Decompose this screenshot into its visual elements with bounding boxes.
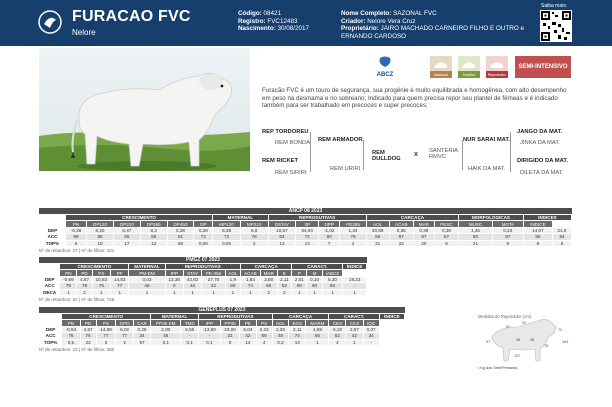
ped-gs1: REM ARMADOR bbox=[318, 137, 363, 143]
ped-ggd1: REM BONDA bbox=[275, 140, 311, 146]
bull-photo bbox=[39, 48, 250, 171]
table-geneplus-note: Nº de rebanhos: 23 | Nº de filhos: 380 bbox=[39, 347, 115, 352]
svg-text:Maternal: Maternal bbox=[434, 73, 448, 77]
ped-ggd3: JINKA DA MAT. bbox=[520, 140, 560, 146]
table-row: ACC 78 78 75 77 46 0 42 22 68 74 56 52 60 60 60 - bbox=[40, 283, 367, 289]
svg-text:57: 57 bbox=[506, 325, 511, 329]
qr-label: Saiba mais: bbox=[541, 3, 568, 9]
table-pmgz: CRESCIMENTO MATERNAL REPRODUTIVAS CARCAÇA CARACT. ÍNDICE PN PD PS PF PM-EM IPP STAY PE-365 AOL ACAB MAR E P M iABCZ DEP -0,69 4,67 10,83 14,83 0,03 13,38 42,92 27,70 1,9 1,84 2,80 2,11 2,01 0,10 5,30 19,22 ACC 78 78 75 77 46 0 42 22 68 74 56 52 60 60 60 - DECA 1 2 1 1 1 1 1 1 1 1 2 2 1 1 1 1 bbox=[39, 263, 367, 296]
qr-code-icon[interactable] bbox=[540, 10, 572, 42]
svg-text:Reprodutivo: Reprodutivo bbox=[487, 73, 507, 77]
info-col-1: Código: 08421 Registro: FVC12483 Nascimento: 30/08/2017 bbox=[238, 10, 310, 33]
animal-name: FURACAO FVC bbox=[72, 8, 191, 25]
ped-sire: REM DULLDOG bbox=[372, 150, 401, 162]
ped-ggs4: DIRIGIDO DA MAT. bbox=[517, 158, 568, 164]
ped-gd2: HAIK DA MAT. bbox=[468, 166, 506, 172]
svg-text:57: 57 bbox=[486, 340, 491, 344]
svg-text:38: 38 bbox=[530, 338, 535, 342]
table-ancp: CRESCIMENTO MATERNAL REPRODUTIVAS CARCAÇA MORFOLÓGICAS ÍNDICES PN DP120 DP210 DP365 DP450 DP MP120 MP210 DSTAY 3P DPP PE365 AOL ACAB MAR PESC MUSC MGTe INDICE DEP -0,39 6,20 6,47 8,3 0,38 0,28 8,38 8,8 10,67 64,94 -1,02 1,34 30,88 0,36 0,39 0,38 1,45 0,24 14,07 21,9 ACC 69 85 85 69 61 72 72 78 63 72 80 79 66 67 87 87 80 87 85 84 TOP% 6 19 17 13 66 0,06 0,05 3 13 13 7 4 21 22 20 8 21 9 8 5 bbox=[39, 214, 572, 247]
svg-text:• Kg aos Sete/Primaras: • Kg aos Sete/Primaras bbox=[478, 366, 518, 370]
table-geneplus: CRESCIMENTO MATERNAL REPRODUTIVAS CARCAÇA CARACT. ÍNDICE PN PD PS GPD CAR PP30 EM TMD IPP PP30 PE PS AOL EGS MARM CES CCS IQG DEP -0,94 4,67 14,68 6,02 0,26 2,00 6,56 -13,60 23,00 6,04 2,23 2,38 2,11 4,59 6,18 2,07 0,07 ACC 76 76 77 77 34 46 - - 22 42 66 48 74 66 52 42 34 TOP% 0,5 22 0 2 57 0,1 0,1 0,1 0 14 4 0,2 14 1 4 1 - bbox=[39, 313, 405, 346]
badge-reprodutivo bbox=[486, 56, 508, 78]
svg-text:92: 92 bbox=[522, 321, 527, 325]
table-row: ACC 76 76 77 77 34 46 - - 22 42 66 48 74 66 52 42 34 bbox=[40, 333, 405, 339]
svg-text:Novilha: Novilha bbox=[463, 73, 475, 77]
bull-measurements-diagram bbox=[478, 313, 580, 373]
svg-text:36: 36 bbox=[516, 338, 521, 342]
section-ancp-title: ANCP 08 2023 bbox=[39, 208, 572, 214]
table-row: DEP -0,69 4,67 10,83 14,83 0,03 13,38 42,92 27,70 1,9 1,84 2,80 2,11 2,01 0,10 5,30 19,22 bbox=[40, 276, 367, 282]
table-row: DECA 1 2 1 1 1 1 1 1 1 1 2 2 1 1 1 1 bbox=[40, 289, 367, 295]
section-geneplus-title: GENEPLUS 07 2023 bbox=[39, 307, 405, 313]
badge-novilha bbox=[458, 56, 480, 78]
ped-ggs1: REP TORDOREU bbox=[262, 129, 309, 135]
table-row: TOP% 6 19 17 13 66 0,06 0,05 3 13 13 7 4 21 22 20 8 21 9 8 5 bbox=[40, 240, 572, 246]
svg-text:ABCZ: ABCZ bbox=[376, 72, 394, 78]
svg-text:164: 164 bbox=[562, 340, 569, 344]
svg-text:78: 78 bbox=[544, 344, 549, 348]
badge-maternal bbox=[430, 56, 452, 78]
header-bar bbox=[0, 0, 612, 46]
ped-ggs2: REM RICKET bbox=[262, 158, 299, 164]
breed-label: Nelore bbox=[72, 28, 96, 37]
description-text: Furacão FVC é um touro de segurança, sua progênie é muito equilibrada e homogênea, com alto desempenho em peso na desmama e no sobreano; Indicado para quem precisa repor seu plantel de fêmeas e é indicado também para ser trabalhado em precoces e super precoces; bbox=[262, 87, 567, 110]
category-badge: SEMI-INTENSIVO bbox=[515, 56, 571, 78]
table-row: TOP% 0,5 22 0 2 57 0,1 0,1 0,1 0 14 4 0,2 14 1 4 1 - bbox=[40, 339, 405, 345]
table-pmgz-note: Nº de rebanhos: 92 | Nº de filhos: 726 bbox=[39, 297, 115, 302]
ped-dam: SANTERIA RMVC bbox=[429, 148, 458, 160]
measures-title: Medidas do Reprodutor (cm) bbox=[478, 314, 532, 319]
table-row: DEP -0,39 6,20 6,47 8,3 0,38 0,28 8,38 8,8 10,67 64,94 -1,02 1,34 30,88 0,36 0,39 0,38 1,45 0,24 14,07 21,9 bbox=[40, 227, 572, 233]
table-row: ACC 69 85 85 69 61 72 72 78 63 72 80 79 66 67 87 87 80 87 85 84 bbox=[40, 234, 572, 240]
ped-gd1: REM URIRI bbox=[330, 166, 361, 172]
brand-logo-icon bbox=[38, 10, 62, 34]
section-pmgz-title: PMGZ 07 2023 bbox=[39, 257, 367, 263]
table-row: DEP -0,94 4,67 14,68 6,02 0,26 2,00 6,56 -13,60 23,00 6,04 2,23 2,38 2,11 4,59 6,18 2,07 0,07 bbox=[40, 326, 405, 332]
ped-gs2: NUR SARAI MAT. bbox=[463, 137, 510, 143]
ped-ggd2: REM SIRIRI bbox=[275, 170, 307, 176]
table-ancp-note: Nº de rebanhos: 27 | Nº de filhos: 421 bbox=[39, 248, 115, 253]
ped-ggs3: JANGO DA MAT. bbox=[517, 129, 563, 135]
abcz-logo-icon bbox=[370, 56, 400, 78]
info-col-2: Nome Completo: SAZONAL FVC Criador: Nelore Vera Cruz Proprietário: JAIRO MACHADO CARNEIRO FILHO E OUTRO e ERNANDO CARDOSO bbox=[341, 10, 524, 40]
ped-ggd4: DILETA DA MAT. bbox=[520, 170, 564, 176]
ped-cross: X bbox=[414, 152, 418, 158]
svg-text:72: 72 bbox=[558, 328, 563, 332]
svg-text:157: 157 bbox=[514, 354, 521, 358]
